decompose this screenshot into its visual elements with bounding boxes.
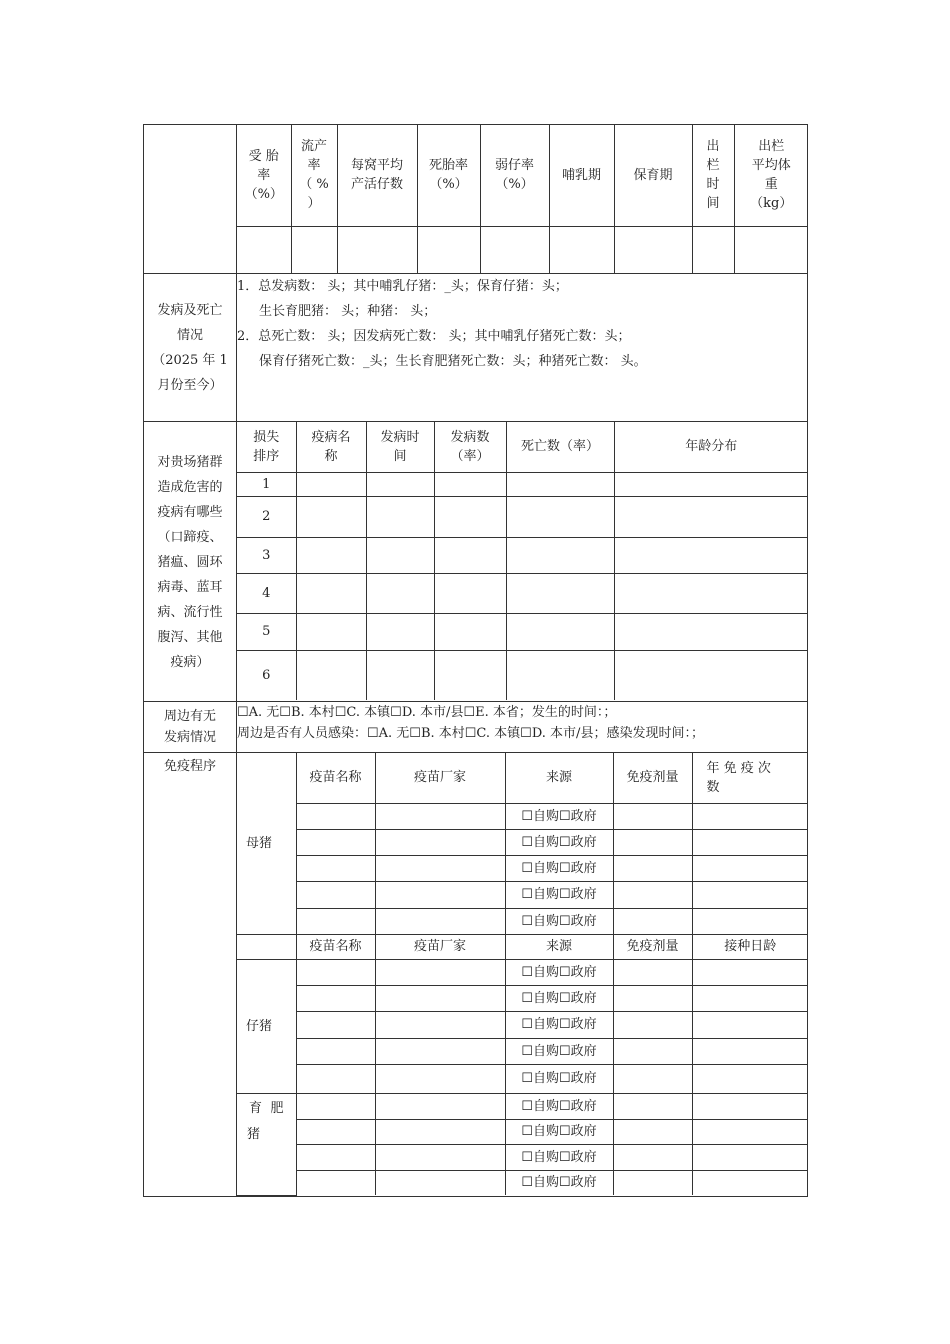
source-checkbox[interactable]: ☐自购☐政府 (505, 1119, 613, 1144)
source-checkbox[interactable]: ☐自购☐政府 (505, 855, 613, 881)
piglet-group-label: 仔猪 (237, 959, 296, 1093)
immunization-label: 免疫程序 (144, 753, 237, 1197)
table-row (237, 573, 808, 613)
source-checkbox[interactable]: ☐自购☐政府 (505, 1144, 613, 1170)
table-row (237, 908, 808, 934)
table-row (237, 1064, 808, 1093)
surrounding-infection-line: 周边是否有人员感染：☐A. 无☐B. 本村☐C. 本镇☐D. 本市/县；感染发现时间：； (237, 726, 704, 741)
stillbirth-rate-field[interactable] (417, 226, 480, 273)
source-checkbox[interactable]: ☐自购☐政府 (505, 1064, 613, 1093)
production-input-row (237, 226, 808, 273)
lactation-period-field[interactable] (549, 226, 614, 273)
harmful-disease-header-row (237, 422, 808, 472)
table-row (237, 1011, 808, 1038)
abortion-rate-field[interactable] (291, 226, 337, 273)
surrounding-label: 周边有无 发病情况 (144, 702, 237, 753)
table-row (237, 985, 808, 1011)
live-piglets-field[interactable] (337, 226, 417, 273)
source-checkbox[interactable]: ☐自购☐政府 (505, 1170, 613, 1195)
table-row (237, 829, 808, 855)
surrounding-content (237, 702, 808, 753)
vaccine-maker-header: 疫苗厂家 (375, 753, 505, 803)
source-checkbox[interactable]: ☐自购☐政府 (505, 985, 613, 1011)
source-checkbox[interactable]: ☐自购☐政府 (505, 908, 613, 934)
slaughter-weight-header: 出栏 平均体 重 （kg） (734, 125, 808, 226)
nursery-period-field[interactable] (614, 226, 692, 273)
slaughter-time-header: 出 栏 时 间 (692, 125, 734, 226)
dose-header: 免疫剂量 (613, 753, 692, 803)
table-row (237, 496, 808, 537)
disease-name-header: 疫病名 称 (296, 422, 366, 472)
source-checkbox[interactable]: ☐自购☐政府 (505, 1038, 613, 1064)
live-piglets-header: 每窝平均 产活仔数 (337, 125, 417, 226)
table-row (237, 1144, 808, 1170)
morbidity-header: 发病数 （率） (434, 422, 506, 472)
vaccine-name-header: 疫苗名称 (296, 934, 375, 959)
disease-count-line: 1．总发病数： 头；其中哺乳仔猪：_头；保育仔猪：头； (237, 279, 568, 294)
sow-group-label: 母猪 (237, 753, 296, 934)
survey-form-table (143, 124, 808, 1197)
rank-number: 4 (237, 573, 296, 613)
slaughter-time-field[interactable] (692, 226, 734, 273)
lactation-period-header: 哺乳期 (549, 125, 614, 226)
annual-times-header: 年 免 疫 次 数 (692, 753, 808, 803)
table-row (237, 537, 808, 573)
rank-number: 3 (237, 537, 296, 573)
harmful-disease-table (237, 422, 808, 700)
stillbirth-rate-header: 死胎率 （%） (417, 125, 480, 226)
source-checkbox[interactable]: ☐自购☐政府 (505, 803, 613, 829)
production-label-cell (144, 125, 237, 274)
finisher-label-text: 育 肥 (249, 1100, 284, 1116)
piglet-header-row (237, 934, 808, 959)
source-checkbox[interactable]: ☐自购☐政府 (505, 959, 613, 985)
onset-time-header: 发病时 间 (366, 422, 434, 472)
weak-piglet-rate-field[interactable] (480, 226, 549, 273)
inoculation-age-header: 接种日龄 (692, 934, 808, 959)
death-count-line: 2．总死亡数： 头；因发病死亡数： 头；其中哺乳仔猪死亡数：头； (237, 329, 631, 344)
vaccine-maker-header: 疫苗厂家 (375, 934, 505, 959)
table-row (237, 1119, 808, 1144)
mortality-header: 死亡数（率） (506, 422, 614, 472)
weak-piglet-rate-header: 弱仔率 （%） (480, 125, 549, 226)
production-table (237, 125, 808, 273)
harmful-disease-label: 对贵场猪群 造成危害的 疫病有哪些 （口蹄疫、 猪瘟、圆环 病毒、蓝耳 病、流行性 腹泻、其他 疫病） (144, 422, 237, 702)
immunization-table (237, 753, 808, 1196)
finisher-label-text-2: 猪 (247, 1126, 261, 1142)
surrounding-outbreak-line: ☐A. 无☐B. 本村☐C. 本镇☐D. 本市/县☐E. 本省；发生的时间：； (237, 705, 617, 720)
table-row (237, 881, 808, 908)
table-row (237, 803, 808, 829)
vaccine-name-header: 疫苗名称 (296, 753, 375, 803)
table-row (237, 959, 808, 985)
table-row (237, 613, 808, 650)
source-header: 来源 (505, 753, 613, 803)
production-header-row (237, 125, 808, 226)
sow-header-row (237, 753, 808, 803)
abortion-rate-header: 流产 率 （ % ） (291, 125, 337, 226)
finisher-group-label (237, 1093, 296, 1195)
rank-number: 2 (237, 496, 296, 537)
table-row (237, 472, 808, 496)
slaughter-weight-field[interactable] (734, 226, 808, 273)
disease-death-label: 发病及死亡 情况 （2025 年 1 月份至今） (144, 274, 237, 422)
source-checkbox[interactable]: ☐自购☐政府 (505, 1093, 613, 1119)
survey-form-page (143, 124, 807, 1197)
rank-number: 6 (237, 650, 296, 700)
table-row (237, 855, 808, 881)
rank-number: 5 (237, 613, 296, 650)
table-row (237, 1038, 808, 1064)
rank-number: 1 (237, 472, 296, 496)
source-header: 来源 (505, 934, 613, 959)
age-distribution-header: 年龄分布 (614, 422, 808, 472)
table-row (237, 650, 808, 700)
source-checkbox[interactable]: ☐自购☐政府 (505, 881, 613, 908)
disease-count-line-2: 生长育肥猪： 头；种猪： 头； (259, 304, 437, 319)
disease-death-content (237, 274, 808, 422)
fertility-rate-field[interactable] (237, 226, 291, 273)
source-checkbox[interactable]: ☐自购☐政府 (505, 829, 613, 855)
table-row (237, 1170, 808, 1195)
source-checkbox[interactable]: ☐自购☐政府 (505, 1011, 613, 1038)
death-count-line-2: 保育仔猪死亡数：_头；生长育肥猪死亡数：头；种猪死亡数： 头。 (259, 354, 647, 369)
loss-rank-header: 损失 排序 (237, 422, 296, 472)
fertility-rate-header: 受 胎 率 （%） (237, 125, 291, 226)
nursery-period-header: 保育期 (614, 125, 692, 226)
table-row (237, 1093, 808, 1119)
dose-header: 免疫剂量 (613, 934, 692, 959)
